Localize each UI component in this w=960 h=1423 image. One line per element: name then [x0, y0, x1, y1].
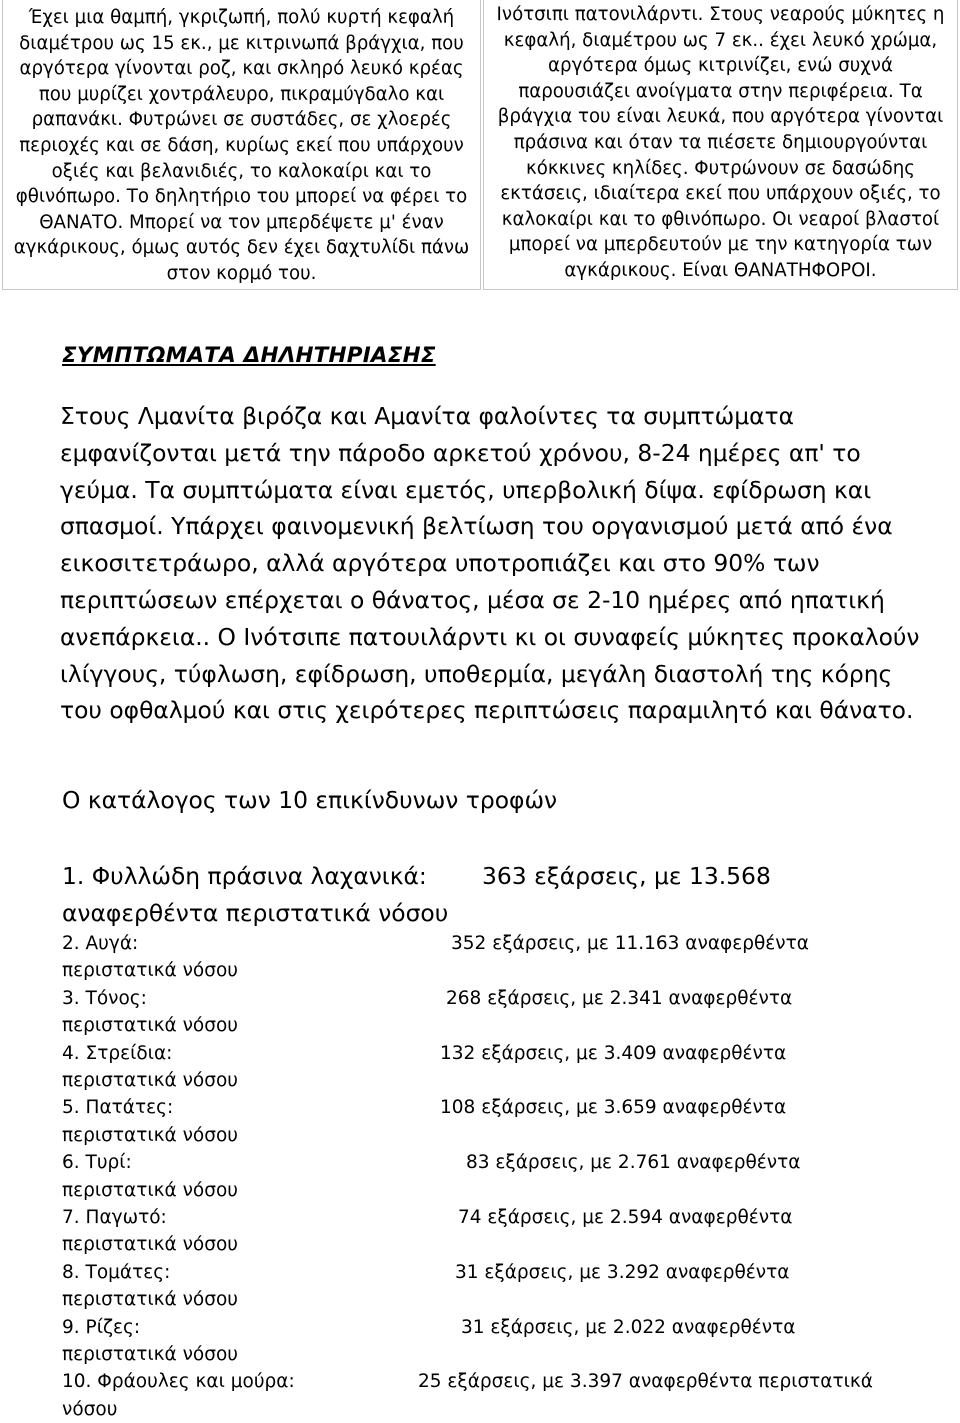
food-item-continuation: περιστατικά νόσου	[62, 1124, 238, 1146]
food-item-9	[62, 1314, 942, 1369]
food-item-continuation: περιστατικά νόσου	[62, 960, 238, 982]
food-item-8	[62, 1259, 942, 1314]
food-item-label: 7. Παγωτό:	[62, 1206, 167, 1228]
food-item-continuation: αναφερθέντα περιστατικά νόσου	[62, 898, 449, 927]
food-item-4	[62, 1040, 942, 1095]
food-item-5	[62, 1094, 942, 1149]
food-item-continuation: νόσου	[62, 1398, 118, 1420]
food-item-value: 31 εξάρσεις, με 3.292 αναφερθέντα	[455, 1261, 790, 1283]
food-item-label: 2. Αυγά:	[62, 933, 139, 954]
left-description-cell: Έχει μια θαμπή, γκριζωπή, πολύ κυρτή κεφαλή διαμέτρου ως 15 εκ., με κιτρινωπά βράγχια, που αργότερα γίνονται ροζ, και σκληρό λευκό κρέας που μυρίζει χοντράλευρο, πικραμύγδαλο και ραπανάκι. Φυτρώνει σε συστάδες, σε χλοερές περιοχές και σε δάση, κυρίως εκεί που υπάρχουν οξιές και βελανιδιές, το καλοκαίρι και το φθινόπωρο. Το δηλητήριο του μπορεί να φέρει το ΘΑΝΑΤΟ. Μπορεί να τον μπερδέψετε μ' έναν αγκάρικους, όμως αυτός δεν έχει δαχτυλίδι πάνω στον κορμό του.	[2, 0, 481, 290]
food-item-label: 6. Τυρί:	[62, 1152, 132, 1174]
food-item-label: 8. Τομάτες:	[62, 1261, 171, 1283]
food-item-label: 4. Στρείδια:	[62, 1042, 173, 1064]
food-item-label: 1. Φυλλώδη πράσινα λαχανικά:	[62, 862, 427, 890]
description-table	[2, 0, 958, 290]
food-item-7	[62, 1204, 942, 1259]
food-item-label: 5. Πατάτες:	[62, 1097, 174, 1119]
food-item-value: 25 εξάρσεις, με 3.397 αναφερθέντα περιστατικά	[418, 1371, 874, 1393]
food-item-continuation: περιστατικά νόσου	[62, 1069, 238, 1091]
food-item-continuation: περιστατικά νόσου	[62, 1234, 238, 1256]
food-item-continuation: περιστατικά νόσου	[62, 1289, 238, 1311]
food-item-value: 83 εξάρσεις, με 2.761 αναφερθέντα	[466, 1152, 801, 1174]
food-item-value: 363 εξάρσεις, με 13.568	[482, 862, 771, 890]
food-item-label: 9. Ρίζες:	[62, 1316, 141, 1338]
food-item-1	[62, 858, 922, 932]
food-item-3	[62, 985, 942, 1040]
food-item-label: 3. Τόνος:	[62, 987, 147, 1009]
food-item-value: 352 εξάρσεις, με 11.163 αναφερθέντα	[451, 933, 809, 954]
food-item-value: 132 εξάρσεις, με 3.409 αναφερθέντα	[440, 1042, 787, 1064]
food-item-2	[62, 930, 942, 985]
food-item-10	[62, 1368, 942, 1423]
food-item-continuation: περιστατικά νόσου	[62, 1179, 238, 1201]
food-item-value: 268 εξάρσεις, με 2.341 αναφερθέντα	[446, 987, 793, 1009]
section-title: ΣΥΜΠΤΩΜΑΤΑ ΔΗΛΗΤΗΡΙΑΣΗΣ	[62, 343, 436, 368]
symptoms-paragraph: Στους Λμανίτα βιρόζα και Αμανίτα φαλοίντες τα συμπτώματα εμφανίζονται μετά την πάροδο αρκετού χρόνου, 8-24 ημέρες απ' το γεύμα. Τα συμπτώματα είναι εμετός, υπερβολική δίψα. εφίδρωση και σπασμοί. Υπάρχει φαινομενική βελτίωση του οργανισμού μετά από ένα εικοσιτετράωρο, αλλά αργότερα υποτροπιάζει και στο 90% των περιπτώσεων επέρχεται ο θάνατος, μέσα σε 2-10 ημέρες από ηπατική ανεπάρκεια.. Ο Ινότσιπε πατουιλάρντι κι οι συναφείς μύκητες προκαλούν ιλίγγους, τύφλωση, εφίδρωση, υποθερμία, μεγάλη διαστολή της κόρης του οφθαλμού και στις χειρότερες περιπτώσεις παραμιλητό και θάνατο.	[60, 402, 920, 725]
food-item-continuation: περιστατικά νόσου	[62, 1015, 238, 1037]
catalog-title: Ο κατάλογος των 10 επικίνδυνων τροφών	[62, 786, 558, 814]
food-item-continuation: περιστατικά νόσου	[62, 1343, 238, 1365]
food-item-value: 74 εξάρσεις, με 2.594 αναφερθέντα	[458, 1206, 793, 1228]
food-item-value: 31 εξάρσεις, με 2.022 αναφερθέντα	[461, 1316, 796, 1338]
food-item-label: 10. Φράουλες και μούρα:	[62, 1371, 295, 1393]
food-item-6	[62, 1149, 942, 1204]
food-item-value: 108 εξάρσεις, με 3.659 αναφερθέντα	[440, 1097, 787, 1119]
right-description-cell: Ινότσιπι πατονιλάρντι. Στους νεαρούς μύκητες η κεφαλή, διαμέτρου ως 7 εκ.. έχει λευκό χρώμα, αργότερα όμως κιτρινίζει, ενώ συχνά παρουσιάζει ανοίγματα στην περιφέρεια. Τα βράγχια του είναι λευκά, που αργότερα γίνονται πράσινα και όταν τα πιέσετε δημιουργούνται κόκκινες κηλίδες. Φυτρώνουν σε δασώδης εκτάσεις, ιδιαίτερα εκεί που υπάρχουν οξιές, το καλοκαίρι και το φθινόπωρο. Οι νεαροί βλαστοί μπορεί να μπερδευτούν με την κατηγορία των αγκάρικους. Είναι ΘΑΝΑΤΗΦΟΡΟΙ.	[483, 0, 958, 290]
food-list	[62, 930, 942, 1423]
